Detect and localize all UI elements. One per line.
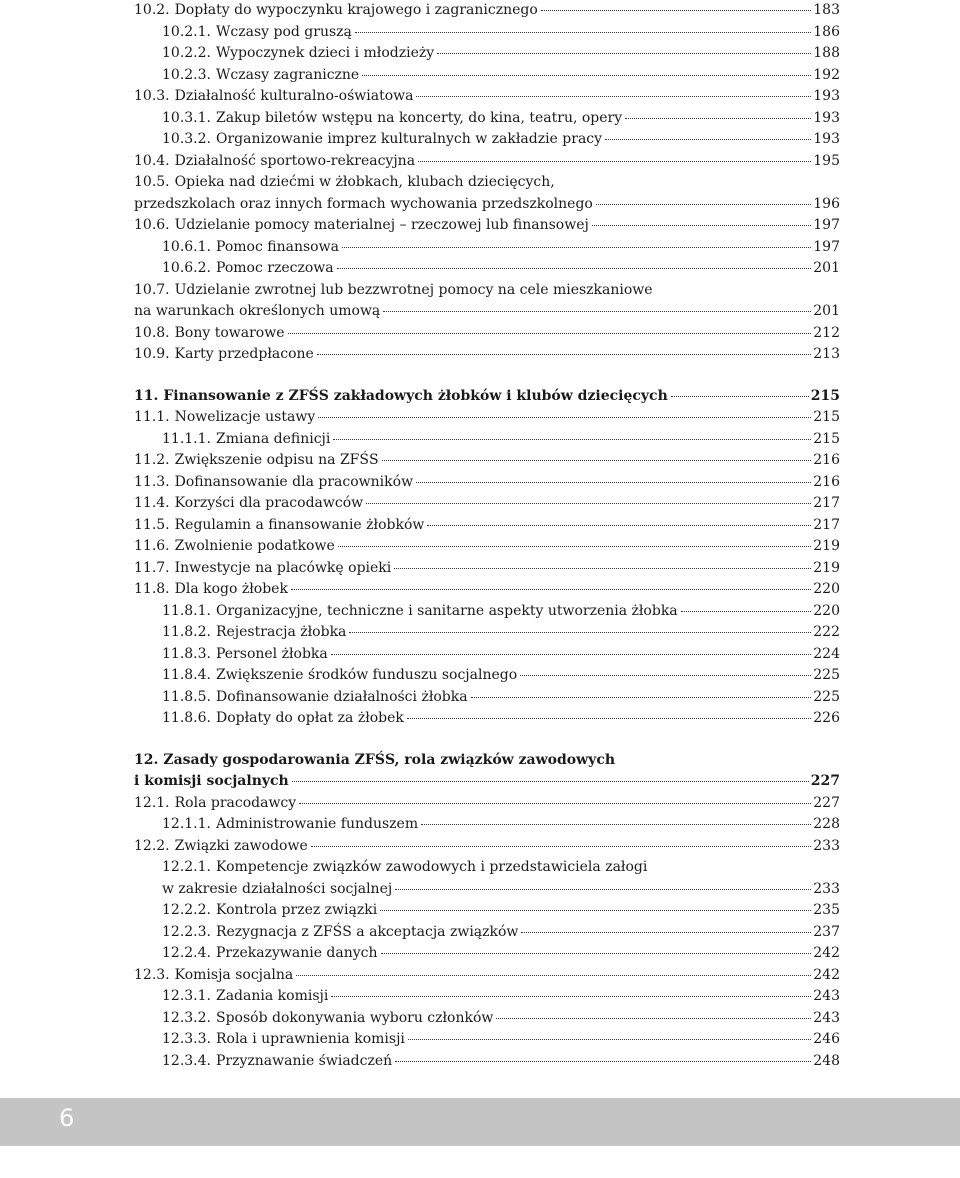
toc-entry-title-continued: na warunkach określonych umową [134,303,381,319]
toc-subsection-entry[interactable] [134,687,840,709]
toc-entry-number: 12.3.2. [162,1009,211,1026]
toc-entry-number: 12.2.2. [162,902,211,918]
toc-entry-title: Zwiększenie odpisu na ZFŚS [174,452,379,468]
toc-entry-number: 12. [134,751,159,768]
dot-leader [421,824,811,825]
toc-subsection-entry[interactable] [134,622,840,644]
toc-entry-title: Dopłaty do opłat za żłobek [215,710,404,726]
dot-leader [381,953,812,954]
toc-entry-number: 11.6. [134,538,170,554]
dot-leader [383,311,811,312]
toc-entry-title: Wczasy zagraniczne [215,66,360,83]
toc-entry-title: Zwiększenie środków funduszu socjalnego [215,667,518,683]
toc-entry-title: Rola i uprawnienia komisji [215,1031,405,1047]
dot-leader [625,118,811,119]
toc-entry-title: Związki zawodowe [174,837,308,854]
toc-subsection-entry[interactable] [134,814,840,836]
toc-entry-number: 11.2. [134,452,170,468]
toc-entry-number: 11.1. [134,409,170,425]
toc-entry-continuation[interactable] [134,879,840,901]
toc-entry-page: 193 [813,109,840,126]
dot-leader [338,546,812,547]
toc-entry-page: 197 [813,238,840,255]
dot-leader [671,396,809,397]
toc-entry-title: Przekazywanie danych [215,945,378,961]
toc-entry-number: 12.1. [134,794,170,811]
toc-entry-title: Działalność kulturalno-oświatowa [174,88,414,104]
toc-entry-title: Finansowanie z ZFŚS zakładowych żłobków i klubów dziecięcych [163,387,668,404]
dot-leader [349,632,811,633]
dot-leader [333,439,811,440]
toc-entry-title: Organizowanie imprez kulturalnych w zakładzie pracy [215,131,603,147]
dot-leader [299,803,811,804]
toc-entry-number: 11. [134,387,159,404]
toc-entry-number: 11.5. [134,516,170,533]
toc-entry-page: 183 [813,2,840,18]
toc-entry-title: Personel żłobka [215,645,328,662]
toc-entry-title: Zmiana definicji [215,430,331,447]
toc-entry-number: 12.3.3. [162,1031,211,1047]
toc-entry-continuation[interactable] [134,771,840,793]
toc-entry-number: 12.1.1. [162,816,211,832]
toc-section-entry[interactable] [134,215,840,237]
toc-entry-title: Działalność sportowo-rekreacyjna [174,152,416,169]
dot-leader [520,675,811,676]
toc-entry-title: Dofinansowanie działalności żłobka [215,688,468,705]
toc-subsection-entry[interactable] [134,857,840,879]
toc-entry-title-continued: przedszkolach oraz innych formach wychowania przedszkolnego [134,195,593,212]
dot-leader [382,460,812,461]
toc-entry-number: 10.2. [134,2,170,18]
toc-entry-title: Rezygnacja z ZFŚS a akceptacja związków [215,923,519,940]
toc-entry-page: 228 [813,816,840,832]
dot-leader [395,1061,811,1062]
toc-section-entry[interactable] [134,793,840,815]
toc-section-entry[interactable] [134,965,840,987]
dot-leader [394,568,811,569]
toc-subsection-entry[interactable] [134,986,840,1008]
toc-entry-number: 12.2.4. [162,945,211,961]
toc-entry-title: Dla kogo żłobek [174,581,288,597]
dot-leader [296,975,811,976]
toc-entry-continuation[interactable] [134,301,840,323]
toc-subsection-entry[interactable] [134,1051,840,1073]
dot-leader [362,75,811,76]
toc-section-entry[interactable] [134,86,840,108]
toc-entry-title: Kompetencje związków zawodowych i przedstawiciela załogi [215,859,648,875]
toc-entry-title: Administrowanie funduszem [215,816,419,832]
toc-section-entry[interactable] [134,151,840,173]
toc-entry-page: 233 [813,880,840,897]
toc-entry-number: 12.3. [134,966,170,983]
toc-section-entry[interactable] [134,323,840,345]
toc-entry-number: 10.7. [134,281,170,298]
dot-leader [337,268,812,269]
toc-entry-number: 11.8.2. [162,624,211,640]
toc-subsection-entry[interactable] [134,108,840,130]
toc-entry-number: 11.7. [134,559,170,576]
toc-chapter-entry[interactable] [134,386,840,408]
dot-leader [291,589,811,590]
dot-leader [292,781,809,782]
toc-entry-title: Rola pracodawcy [174,794,297,811]
toc-entry-page: 235 [813,902,840,918]
toc-section-entry[interactable] [134,0,840,22]
toc-entry-number: 10.2.3. [162,66,211,83]
toc-entry-number: 12.3.4. [162,1052,211,1069]
toc-subsection-entry[interactable] [134,237,840,259]
toc-entry-page: 233 [813,837,840,854]
toc-entry-title: Pomoc finansowa [215,238,339,255]
dot-leader [408,1039,811,1040]
toc-entry-page: 215 [813,430,840,447]
toc-entry-page: 188 [813,45,840,61]
toc-entry-page: 213 [813,346,840,362]
toc-entry-number: 12.2. [134,837,170,854]
toc-entry-number: 10.2.1. [162,23,211,40]
toc-entry-page: 201 [813,260,840,276]
toc-entry-page: 215 [810,387,840,404]
toc-entry-page: 197 [813,217,840,233]
toc-entry-page: 248 [813,1052,840,1069]
dot-leader [331,996,811,997]
toc-entry-number: 11.8.3. [162,645,211,662]
toc-section-entry[interactable] [134,558,840,580]
toc-entry-page: 237 [813,923,840,940]
toc-section-entry[interactable] [134,407,840,429]
toc-entry-title: Rejestracja żłobka [215,624,347,640]
toc-entry-title: Zwolnienie podatkowe [174,538,335,554]
toc-entry-title: Sposób dokonywania wyboru członków [215,1009,494,1026]
dot-leader [342,247,811,248]
toc-entry-title: Dopłaty do wypoczynku krajowego i zagranicznego [174,2,538,18]
section-gap [134,730,840,750]
dot-leader [380,910,811,911]
dot-leader [317,354,811,355]
toc-entry-page: 216 [813,473,840,490]
toc-entry-page: 216 [813,452,840,468]
toc-entry-title: Karty przedpłacone [174,346,314,362]
toc-entry-page: 225 [813,688,840,705]
toc-entry-page: 220 [813,602,840,619]
toc-subsection-entry[interactable] [134,601,840,623]
dot-leader [418,161,811,162]
toc-entry-number: 12.2.3. [162,923,211,940]
toc-subsection-entry[interactable] [134,708,840,730]
dot-leader [395,889,811,890]
dot-leader [311,846,812,847]
dot-leader [596,204,811,205]
toc-entry-number: 10.2.2. [162,45,211,61]
toc-subsection-entry[interactable] [134,665,840,687]
toc-entry-continuation[interactable] [134,194,840,216]
toc-entry-number: 10.6.1. [162,238,211,255]
toc-section-entry[interactable] [134,515,840,537]
toc-entry-page: 192 [813,66,840,83]
toc-section-entry[interactable] [134,472,840,494]
toc-entry-title: Pomoc rzeczowa [215,260,334,276]
dot-leader [318,417,811,418]
table-of-contents [134,0,840,1072]
toc-subsection-entry[interactable] [134,129,840,151]
toc-entry-title: Udzielanie zwrotnej lub bezzwrotnej pomocy na cele mieszkaniowe [174,281,653,298]
toc-entry-page: 217 [813,516,840,533]
dot-leader [521,932,811,933]
dot-leader [496,1018,811,1019]
toc-entry-title: Kontrola przez związki [215,902,378,918]
toc-entry-number: 10.5. [134,174,170,190]
dot-leader [331,654,812,655]
toc-entry-number: 11.8. [134,581,170,597]
dot-leader [355,32,811,33]
toc-entry-page: 242 [813,945,840,961]
toc-entry-page: 225 [813,667,840,683]
toc-subsection-entry[interactable] [134,43,840,65]
toc-entry-page: 212 [813,324,840,341]
toc-entry-page: 246 [813,1031,840,1047]
section-gap [134,366,840,386]
toc-entry-number: 11.8.5. [162,688,211,705]
toc-entry-page: 227 [810,773,840,789]
toc-entry-page: 196 [813,195,840,212]
toc-entry-title: Opieka nad dziećmi w żłobkach, klubach dziecięcych, [174,174,555,190]
toc-subsection-entry[interactable] [134,65,840,87]
toc-subsection-entry[interactable] [134,1008,840,1030]
toc-entry-number: 12.2.1. [162,859,211,875]
toc-entry-page: 243 [813,988,840,1004]
toc-entry-number: 11.8.1. [162,602,211,619]
toc-subsection-entry[interactable] [134,22,840,44]
toc-entry-number: 11.8.6. [162,710,211,726]
toc-entry-number: 11.1.1. [162,430,211,447]
toc-entry-page: 243 [813,1009,840,1026]
toc-entry-page: 193 [813,131,840,147]
toc-entry-page: 224 [813,645,840,662]
toc-entry-title: Korzyści dla pracodawców [174,495,364,511]
toc-section-entry[interactable] [134,493,840,515]
toc-section-entry[interactable] [134,836,840,858]
dot-leader [437,53,811,54]
dot-leader [541,10,811,11]
dot-leader [416,482,811,483]
toc-entry-number: 10.9. [134,346,170,362]
toc-entry-title: Inwestycje na placówkę opieki [174,559,392,576]
toc-entry-page: 219 [813,559,840,576]
toc-subsection-entry[interactable] [134,429,840,451]
toc-entry-page: 193 [813,88,840,104]
toc-entry-page: 226 [813,710,840,726]
toc-entry-number: 10.6.2. [162,260,211,276]
toc-entry-title: Organizacyjne, techniczne i sanitarne aspekty utworzenia żłobka [215,602,678,619]
toc-entry-page: 219 [813,538,840,554]
dot-leader [288,333,812,334]
toc-subsection-entry[interactable] [134,900,840,922]
toc-section-entry[interactable] [134,280,840,302]
dot-leader [605,139,811,140]
toc-entry-page: 217 [813,495,840,511]
toc-entry-page: 227 [813,794,840,811]
page-number: 6 [59,1104,75,1132]
toc-section-entry[interactable] [134,579,840,601]
toc-entry-number: 11.8.4. [162,667,211,683]
toc-entry-number: 10.3.1. [162,109,211,126]
toc-entry-title: Bony towarowe [174,324,285,341]
toc-chapter-entry[interactable] [134,750,840,772]
toc-entry-number: 11.4. [134,495,170,511]
toc-entry-title: Udzielanie pomocy materialnej – rzeczowej lub finansowej [174,217,589,233]
toc-entry-title-continued: i komisji socjalnych [134,773,289,789]
toc-subsection-entry[interactable] [134,922,840,944]
toc-entry-title: Zadania komisji [215,988,329,1004]
toc-entry-title: Wczasy pod gruszą [215,23,352,40]
toc-entry-title: Nowelizacje ustawy [174,409,316,425]
toc-entry-title: Przyznawanie świadczeń [215,1052,393,1069]
toc-entry-title: Regulamin a finansowanie żłobków [174,516,425,533]
toc-subsection-entry[interactable] [134,644,840,666]
toc-entry-number: 10.3.2. [162,131,211,147]
dot-leader [416,96,811,97]
toc-section-entry[interactable] [134,536,840,558]
toc-entry-page: 201 [813,303,840,319]
toc-section-entry[interactable] [134,344,840,366]
toc-section-entry[interactable] [134,450,840,472]
toc-entry-page: 242 [813,966,840,983]
dot-leader [427,525,811,526]
toc-entry-number: 11.3. [134,473,170,490]
toc-entry-number: 10.8. [134,324,170,341]
toc-subsection-entry[interactable] [134,1029,840,1051]
toc-entry-title-continued: w zakresie działalności socjalnej [162,880,393,897]
dot-leader [407,718,811,719]
toc-entry-title: Dofinansowanie dla pracowników [174,473,414,490]
toc-entry-page: 195 [813,152,840,169]
dot-leader [592,225,811,226]
toc-entry-title: Komisja socjalna [174,966,294,983]
toc-subsection-entry[interactable] [134,943,840,965]
toc-entry-title: Wypoczynek dzieci i młodzieży [215,45,435,61]
dot-leader [366,503,811,504]
toc-section-entry[interactable] [134,172,840,194]
toc-entry-number: 12.3.1. [162,988,211,1004]
toc-subsection-entry[interactable] [134,258,840,280]
dot-leader [471,697,812,698]
toc-entry-page: 222 [813,624,840,640]
toc-entry-page: 186 [813,23,840,40]
toc-entry-page: 215 [813,409,840,425]
footer-bar [0,1098,960,1146]
dot-leader [681,611,812,612]
toc-entry-title: Zakup biletów wstępu na koncerty, do kina, teatru, opery [215,109,623,126]
toc-entry-number: 10.3. [134,88,170,104]
toc-entry-page: 220 [813,581,840,597]
toc-entry-number: 10.4. [134,152,170,169]
toc-entry-number: 10.6. [134,217,170,233]
toc-entry-title: Zasady gospodarowania ZFŚS, rola związków zawodowych [163,751,616,768]
